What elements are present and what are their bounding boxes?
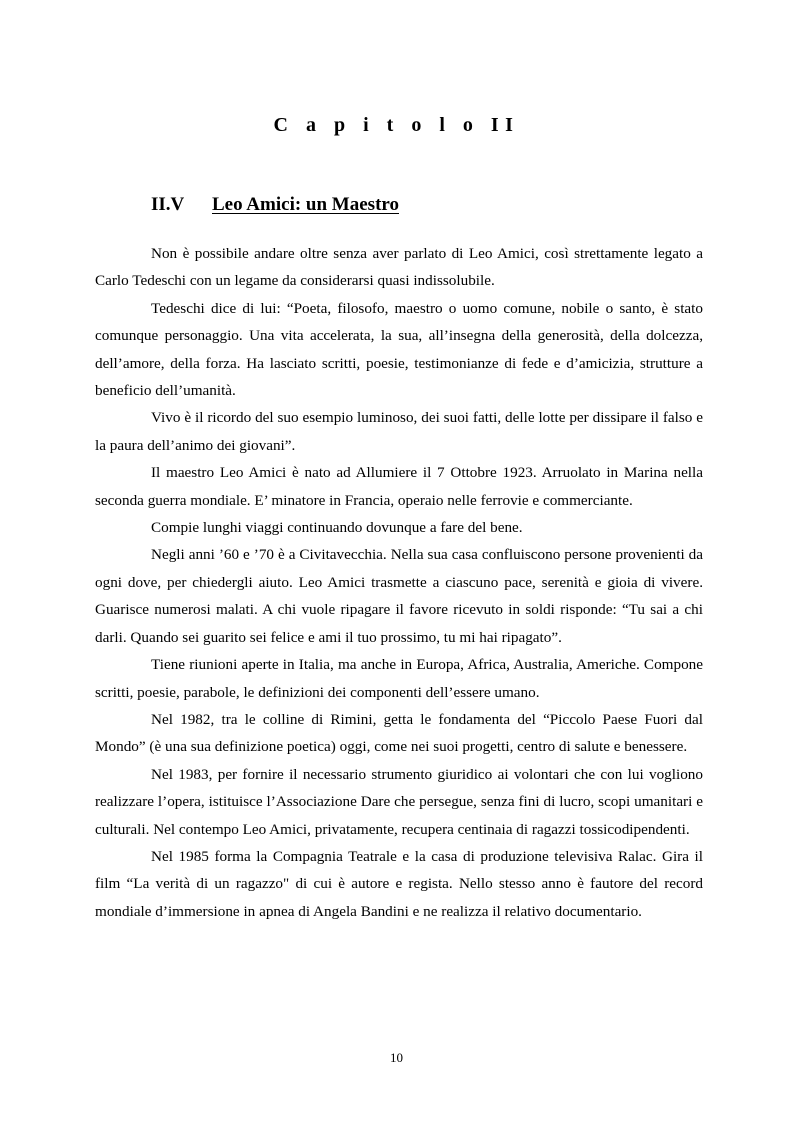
paragraph: Non è possibile andare oltre senza aver parlato di Leo Amici, così strettamente legato a Carlo Tedeschi con un legame da considerarsi quasi indissolubile. (95, 245, 703, 290)
section-heading (151, 194, 399, 216)
section-title: Leo Amici: un Maestro (212, 194, 399, 215)
paragraph: Nel 1983, per fornire il necessario strumento giuridico ai volontari che con lui vogliono realizzare l’opera, istituisce l’Associazione Dare che persegue, senza fini di lucro, scopi umanitari e culturali. Nel contempo Leo Amici, privatamente, recupera centinaia di ragazzi tossicodipendenti. (95, 765, 703, 838)
body-text (95, 240, 703, 925)
paragraph: Il maestro Leo Amici è nato ad Allumiere il 7 Ottobre 1923. Arruolato in Marina nella seconda guerra mondiale. E’ minatore in Francia, operaio nelle ferrovie e commerciante. (95, 464, 703, 509)
paragraph: Tedeschi dice di lui: “Poeta, filosofo, maestro o uomo comune, nobile o santo, è stato comunque personaggio. Una vita accelerata, la sua, all’insegna della generosità, della dolcezza, dell’amore, della forza. Ha lasciato scritti, poesie, testimonianze di fede e d’amicizia, strutture a beneficio dell’umanità. (95, 299, 703, 400)
paragraph: Nel 1985 forma la Compagnia Teatrale e la casa di produzione televisiva Ralac. Gira il film “La verità di un ragazzo" di cui è autore e regista. Nello stesso anno è fautore del record mondiale d’immersione in apnea di Angela Bandini e ne realizza il relativo documentario. (95, 847, 703, 920)
paragraph: Nel 1982, tra le colline di Rimini, getta le fondamenta del “Piccolo Paese Fuori dal Mondo” (è una sua definizione poetica) oggi, come nei suoi progetti, centro di salute e benessere. (95, 710, 703, 756)
chapter-title: C a p i t o l o II (273, 114, 520, 136)
paragraph: Compie lunghi viaggi continuando dovunque a fare del bene. (151, 519, 523, 537)
section-number: II.V (151, 194, 185, 215)
paragraph: Tiene riunioni aperte in Italia, ma anche in Europa, Africa, Australia, Americhe. Compone scritti, poesie, parabole, le definizioni dei componenti dell’essere umano. (95, 656, 703, 701)
page-number: 10 (390, 1050, 403, 1065)
paragraph: Vivo è il ricordo del suo esempio luminoso, dei suoi fatti, delle lotte per dissipare il falso e la paura dell’animo dei giovani”. (95, 409, 703, 454)
paragraph: Negli anni ’60 e ’70 è a Civitavecchia. Nella sua casa confluiscono persone provenienti da ogni dove, per chiedergli aiuto. Leo Amici trasmette a ciascuno pace, serenità e gioia di vivere. Guarisce numerosi malati. A chi vuole ripagare il favore ricevuto in soldi risponde: “Tu sai a chi darli. Quando sei guarito sei felice e ami il tuo prossimo, tu mi hai ripagato”. (95, 546, 703, 646)
